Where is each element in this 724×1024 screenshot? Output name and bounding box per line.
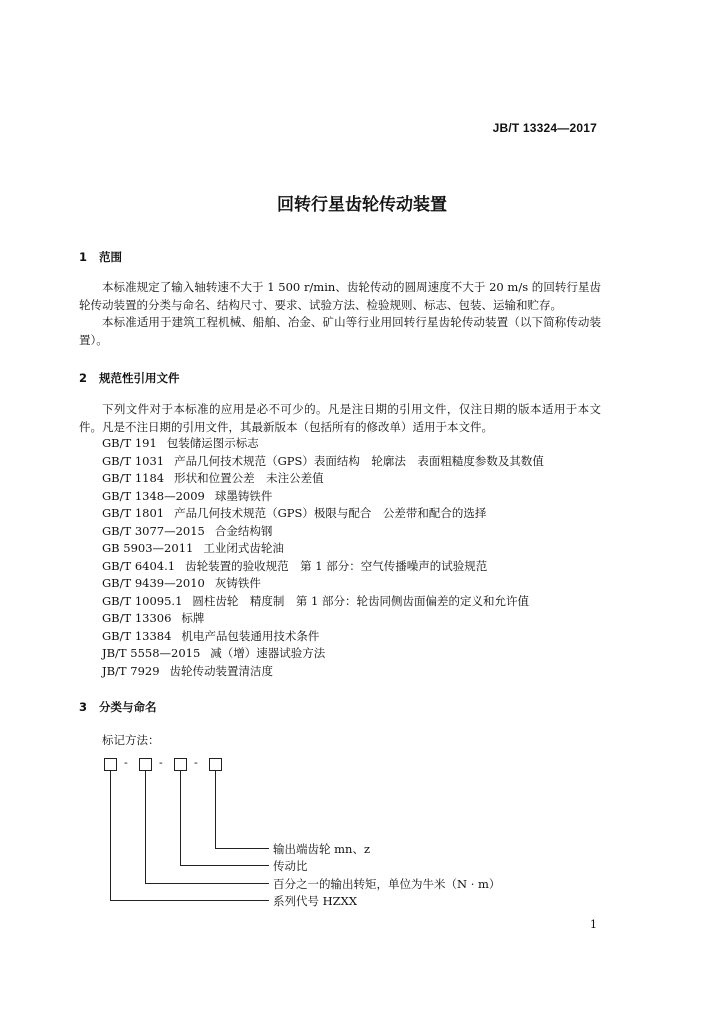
reference-item: [102, 435, 259, 453]
marking-dash: -: [194, 756, 198, 769]
reference-code: GB/T 1348—2009: [102, 488, 205, 503]
reference-title: 圆柱齿轮 精度制 第 1 部分：轮齿同侧齿面偏差的定义和允许值: [192, 593, 530, 608]
reference-item: [102, 540, 284, 558]
leader-line-torque-horizontal: [145, 883, 269, 884]
marking-box-series: [104, 758, 117, 771]
reference-item: [102, 470, 324, 488]
reference-title: 减（增）速器试验方法: [210, 646, 326, 660]
section-heading-normative-references: [79, 370, 180, 386]
section-heading-classification: [79, 699, 157, 715]
reference-item: [102, 488, 272, 506]
reference-title: 机电产品包装通用技术条件: [181, 628, 320, 643]
reference-code: JB/T 7929: [102, 663, 160, 678]
reference-item: [102, 663, 273, 681]
document-title: 回转行星齿轮传动装置: [277, 195, 447, 215]
reference-title: 灰铸铁件: [214, 576, 261, 590]
reference-code: GB/T 1184: [102, 471, 165, 485]
reference-title: 产品几何技术规范（GPS）表面结构 轮廓法 表面粗糙度参数及其数值: [174, 453, 544, 468]
reference-item: [102, 645, 325, 663]
reference-title: 球墨铸铁件: [214, 488, 273, 503]
scope-paragraph-1: 本标准规定了输入轴转速不大于 1 500 r/min、齿轮传动的圆周速度不大于 20 m/s 的回转行星齿轮传动装置的分类与命名、结构尺寸、要求、试验方法、检验规则、标志、包装、运输和贮存。: [79, 280, 601, 312]
reference-code: GB/T 1801: [102, 506, 165, 520]
reference-item: [102, 558, 487, 576]
leader-line-torque: [145, 771, 146, 884]
reference-code: GB 5903—2011: [102, 541, 194, 555]
reference-code: GB/T 6404.1: [102, 558, 176, 573]
reference-code: GB/T 10095.1: [102, 593, 183, 608]
reference-item: [102, 628, 319, 646]
marking-box-ratio: [174, 758, 187, 771]
reference-code: GB/T 9439—2010: [102, 576, 205, 590]
reference-title: 包装储运图示标志: [166, 436, 259, 450]
reference-item: [102, 593, 529, 611]
normative-intro: 下列文件对于本标准的应用是必不可少的。凡是注日期的引用文件，仅注日期的版本适用于本文件。凡是不注日期的引用文件，其最新版本（包括所有的修改单）适用于本文件。: [79, 402, 601, 434]
section-title: 规范性引用文件: [99, 371, 180, 385]
leader-line-series: [110, 771, 111, 901]
section-number: 3: [79, 700, 88, 714]
callout-series-code: 系列代号 HZXX: [273, 894, 358, 908]
leader-line-gear-horizontal: [215, 848, 269, 849]
reference-code: JB/T 5558—2015: [102, 646, 201, 660]
reference-item: [102, 453, 544, 471]
reference-title: 标牌: [181, 611, 205, 625]
reference-code: GB/T 13384: [102, 628, 172, 643]
leader-line-ratio: [180, 771, 181, 866]
marking-dash: -: [159, 756, 163, 769]
marking-label: 标记方法：: [102, 733, 160, 747]
page-number: 1: [590, 918, 597, 931]
marking-dash: -: [124, 756, 128, 769]
marking-box-torque: [139, 758, 152, 771]
reference-title: 形状和位置公差 未注公差值: [174, 471, 324, 485]
reference-title: 合金结构钢: [214, 523, 273, 538]
leader-line-series-horizontal: [110, 900, 269, 901]
reference-code: GB/T 191: [102, 436, 157, 450]
reference-item: [102, 610, 204, 628]
callout-output-gear: 输出端齿轮 mn、z: [273, 842, 371, 856]
section-number: 1: [79, 250, 88, 264]
section-title: 范围: [99, 250, 122, 264]
reference-code: GB/T 13306: [102, 611, 172, 625]
callout-torque: 百分之一的输出转矩，单位为牛米（N · m）: [273, 877, 501, 891]
callout-ratio: 传动比: [273, 859, 308, 873]
marking-box-gear: [209, 758, 222, 771]
section-heading-scope: [79, 249, 122, 265]
reference-item: [102, 505, 486, 523]
section-title: 分类与命名: [99, 700, 157, 714]
leader-line-ratio-horizontal: [180, 865, 269, 866]
reference-title: 齿轮装置的验收规范 第 1 部分：空气传播噪声的试验规范: [185, 558, 488, 573]
reference-title: 齿轮传动装置清洁度: [169, 663, 274, 678]
reference-title: 产品几何技术规范（GPS）极限与配合 公差带和配合的选择: [174, 506, 487, 520]
reference-item: [102, 575, 261, 593]
reference-title: 工业闭式齿轮油: [203, 541, 284, 555]
section-number: 2: [79, 371, 88, 385]
reference-code: GB/T 1031: [102, 453, 165, 468]
scope-paragraph-2: 本标准适用于建筑工程机械、船舶、冶金、矿山等行业用回转行星齿轮传动装置（以下简称传动装置）。: [79, 315, 601, 347]
reference-item: [102, 523, 272, 541]
leader-line-gear: [215, 771, 216, 849]
reference-code: GB/T 3077—2015: [102, 523, 205, 538]
standard-number: JB/T 13324—2017: [492, 121, 597, 135]
